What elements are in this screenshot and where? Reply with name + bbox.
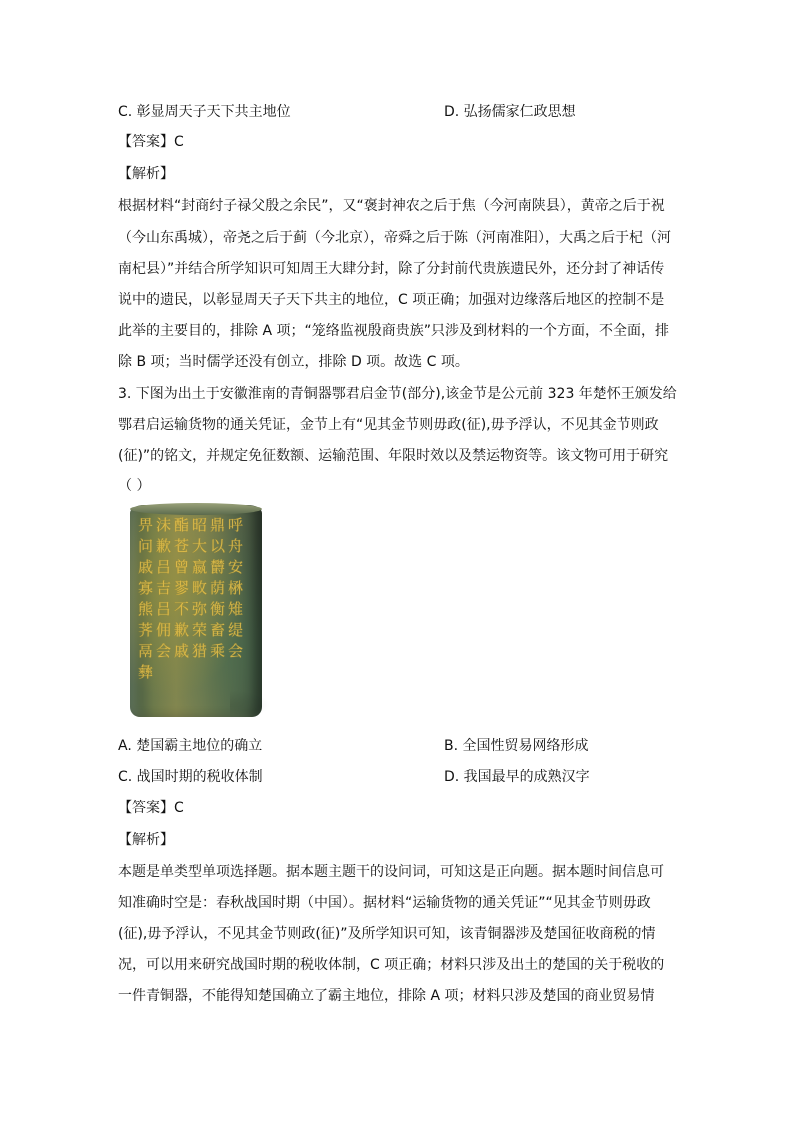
bronze-inscription: 畀沫酯昭鼎呼问歉苍大以舟戚吕曾嬴欝安寡吉翏畋荫楙熊吕不弥衡雉荠佣歉荣畜缇鬲会戚猎乘会彝 [138,516,247,681]
q3-analysis-line: 知准确时空是：春秋战国时期（中国）。据材料“运输货物的通关凭证”“见其金节则毋政 [118,895,651,911]
bronze-cylinder [130,505,262,717]
q3-analysis-label: 【解析】 [118,832,174,848]
q2-answer: 【答案】C [118,134,184,150]
q2-analysis-line: 除 B 项；当时儒学还没有创立，排除 D 项。故选 C 项。 [118,354,469,370]
q3-stem-line: (征)”的铭文，并规定免征数额、运输范围、年限时效以及禁运物资等。该文物可用于研究 [118,448,669,464]
q2-analysis-line: 此举的主要目的，排除 A 项；“笼络监视殷商贵族”只涉及到材料的一个方面，不全面，排 [118,323,669,339]
q2-analysis-line: 南杞县）”并结合所学知识可知周王大肆分封，除了分封前代贵族遗民外，还分封了神话传 [118,261,665,277]
q2-analysis-line: （今山东禹城），帝尧之后于蓟（今北京），帝舜之后于陈（河南准阳），大禹之后于杞（河 [118,230,671,246]
image-shadow [230,690,270,720]
q3-option-c: C. 战国时期的税收体制 [118,769,263,785]
q3-analysis-line: 一件青铜器，不能得知楚国确立了霸主地位，排除 A 项；材料只涉及楚国的商业贸易情 [118,988,655,1004]
q3-answer: 【答案】C [118,800,184,816]
q2-analysis-line: 根据材料“封商纣子禄父殷之余民”，又“褒封神农之后于焦（今河南陕县），黄帝之后于祝 [118,198,665,214]
q3-stem-line: （ ） [118,478,151,494]
q3-analysis-line: (征),毋予浮认，不见其金节则政(征)”及所学知识可知，该青铜器涉及楚国征收商税的情 [118,926,656,942]
q3-option-b: B. 全国性贸易网络形成 [444,738,589,754]
q3-option-a: A. 楚国霸主地位的确立 [118,738,263,754]
q3-analysis-line: 本题是单类型单项选择题。据本题主题干的设问词，可知这是正向题。据本题时间信息可 [118,864,664,880]
q3-option-d: D. 我国最早的成熟汉字 [444,769,590,785]
q3-analysis-line: 况，可以用来研究战国时期的税收体制，C 项正确；材料只涉及出土的楚国的关于税收的 [118,957,665,973]
q2-option-d: D. 弘扬儒家仁政思想 [444,104,576,120]
q2-analysis-line: 说中的遗民，以彰显周天子天下共主的地位，C 项正确；加强对边缘落后地区的控制不是 [118,292,665,308]
q3-stem-line: 3. 下图为出土于安徽淮南的青铜器鄂君启金节(部分),该金节是公元前 323 年楚怀王颁发给 [118,386,677,402]
q2-analysis-label: 【解析】 [118,166,174,182]
bronze-cylinder-rim [130,503,262,515]
q3-stem-line: 鄂君启运输货物的通关凭证，金节上有“见其金节则毋政(征),毋予浮认，不见其金节则政 [118,417,659,433]
q2-option-c: C. 彰显周天子天下共主地位 [118,104,291,120]
